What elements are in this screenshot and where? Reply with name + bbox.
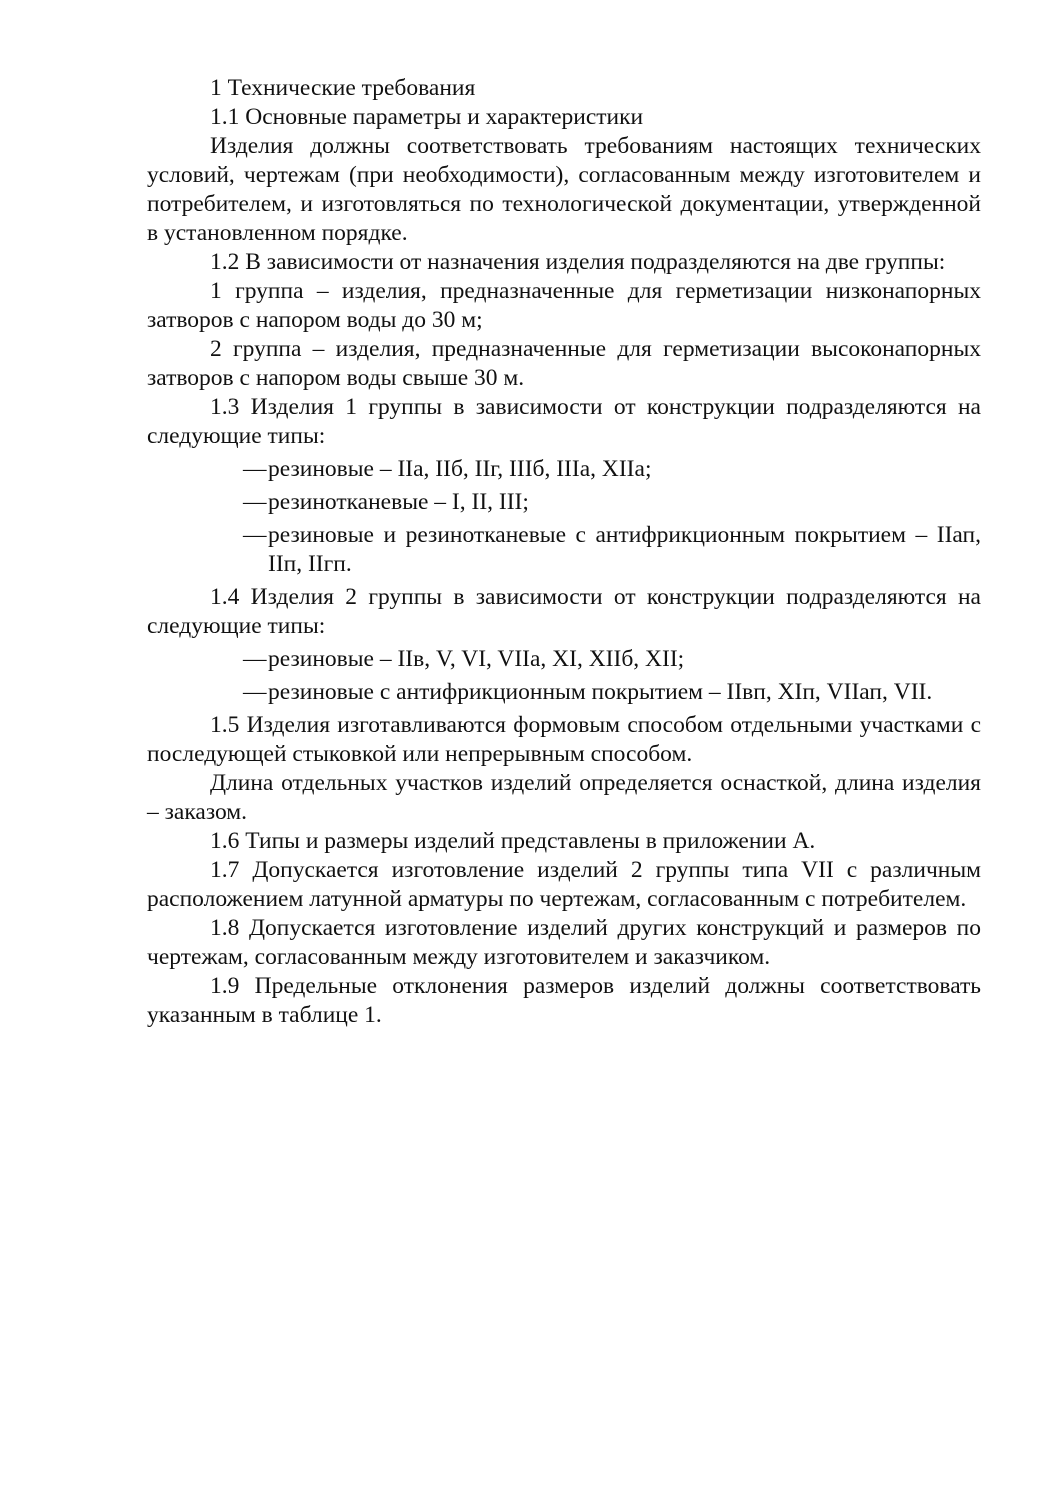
paragraph-1-6: 1.6 Типы и размеры изделий представлены в приложении А. xyxy=(210,828,816,854)
document-page xyxy=(147,74,981,1030)
list-item-text: резиновые – IIа, IIб, IIг, IIIб, IIIа, XIIа; xyxy=(268,456,652,482)
paragraph-requirements: Изделия должны соответствовать требованиям настоящих технических условий, чертежам (при необходимости), согласованным между изготовителем и потребителем, и изготовляться по технологической документации, утвержденной в установленном порядке. xyxy=(147,133,981,246)
dash-bullet: — xyxy=(243,456,267,482)
paragraph-1-3: 1.3 Изделия 1 группы в зависимости от конструкции подразделяются на следующие типы: xyxy=(147,394,981,449)
list-item-text: резиновые – IIв, V, VI, VIIа, XI, XIIб, XII; xyxy=(268,646,685,672)
paragraph-group-2: 2 группа – изделия, предназначенные для герметизации высоконапорных затворов с напором воды свыше 30 м. xyxy=(147,336,981,391)
paragraph-1-5: 1.5 Изделия изготавливаются формовым способом отдельными участками с последующей стыковкой или непрерывным способом. xyxy=(147,712,981,767)
dash-bullet: — xyxy=(243,646,267,672)
paragraph-1-8: 1.8 Допускается изготовление изделий других конструкций и размеров по чертежам, согласованным между изготовителем и заказчиком. xyxy=(147,915,981,970)
list-item xyxy=(243,521,981,579)
list-item-text: резиновые с антифрикционным покрытием – IIвп, XIп, VIIап, VII. xyxy=(268,679,933,705)
dash-bullet: — xyxy=(243,522,267,548)
paragraph-1-9: 1.9 Предельные отклонения размеров изделий должны соответствовать указанным в таблице 1. xyxy=(147,973,981,1028)
section-heading: 1 Технические требования xyxy=(210,75,476,101)
list-item xyxy=(243,678,981,707)
subsection-heading: 1.1 Основные параметры и характеристики xyxy=(210,104,644,130)
list-item xyxy=(243,455,981,484)
paragraph-group-1: 1 группа – изделия, предназначенные для герметизации низконапорных затворов с напором воды до 30 м; xyxy=(147,278,981,333)
dash-bullet: — xyxy=(243,489,267,515)
list-item xyxy=(243,488,981,517)
list-item-text: резиновые и резинотканевые с антифрикционным покрытием – IIап, IIп, IIгп. xyxy=(268,522,981,577)
paragraph-length: Длина отдельных участков изделий определяется оснасткой, длина изделия – заказом. xyxy=(147,770,981,825)
list-item-text: резинотканевые – I, II, III; xyxy=(268,489,529,515)
paragraph-1-2: 1.2 В зависимости от назначения изделия подразделяются на две группы: xyxy=(210,249,946,275)
dash-bullet: — xyxy=(243,679,267,705)
list-item xyxy=(243,645,981,674)
paragraph-1-7: 1.7 Допускается изготовление изделий 2 группы типа VII с различным расположением латунной арматуры по чертежам, согласованным с потребителем. xyxy=(147,857,981,912)
paragraph-1-4: 1.4 Изделия 2 группы в зависимости от конструкции подразделяются на следующие типы: xyxy=(147,584,981,639)
